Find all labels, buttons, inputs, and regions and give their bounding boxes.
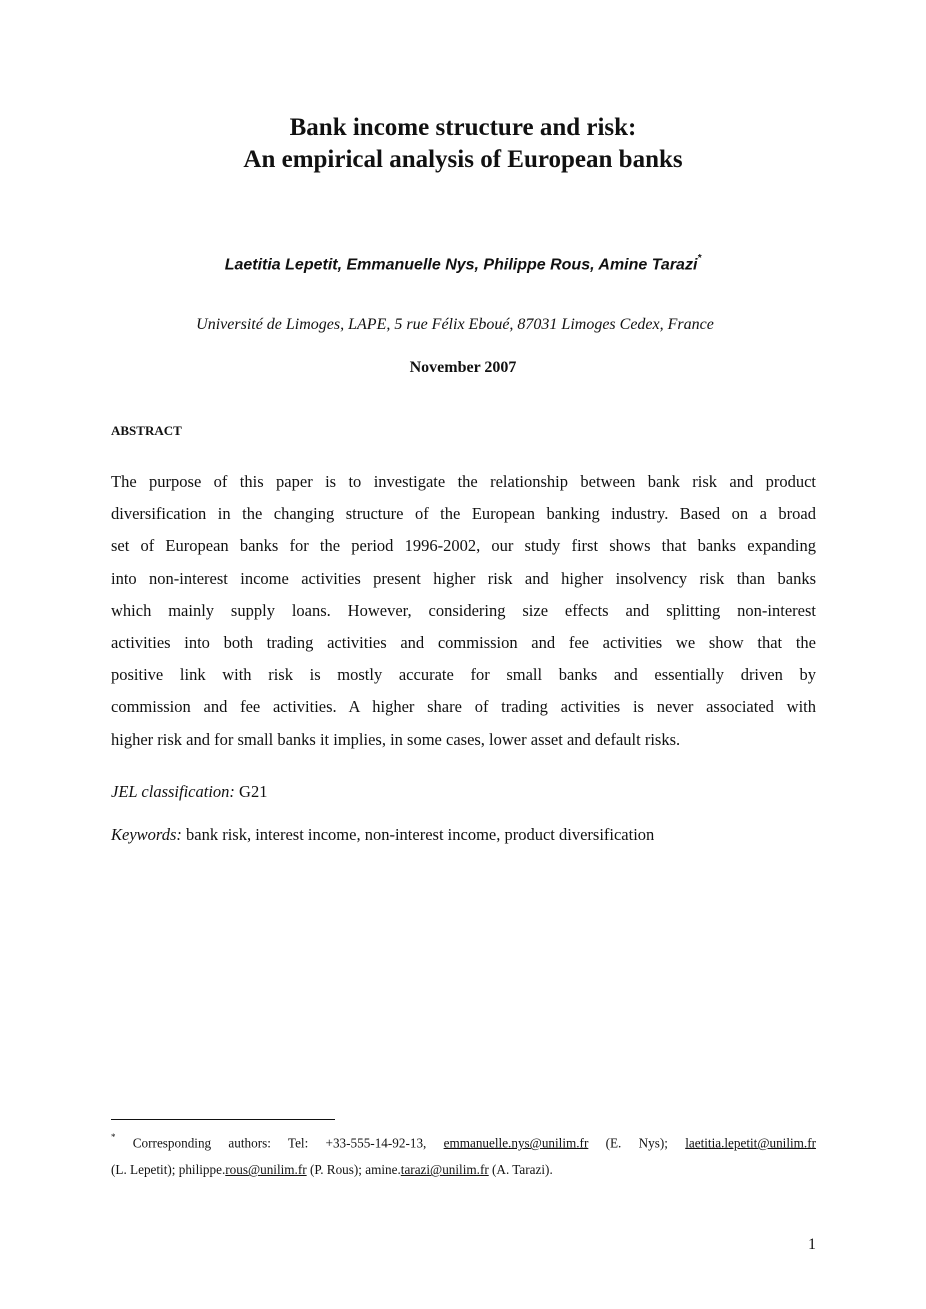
footnote-tarazi-name: (A. Tarazi). xyxy=(488,1162,553,1178)
jel-value: G21 xyxy=(234,782,268,801)
abstract-line: commission and fee activities. A higher share of trading activities is never associated with xyxy=(111,697,816,717)
affiliation: Université de Limoges, LAPE, 5 rue Félix Eboué, 87031 Limoges Cedex, France xyxy=(196,316,714,333)
footnote-intro: Corresponding authors: Tel: +33-555-14-92-13, xyxy=(115,1135,444,1151)
footnote-nys-name: (E. Nys); xyxy=(588,1135,686,1151)
email-link-lepetit[interactable]: laetitia.lepetit@unilim.fr xyxy=(685,1135,816,1151)
jel-label: JEL classification: xyxy=(111,782,235,801)
abstract-line: which mainly supply loans. However, considering size effects and splitting non-interest xyxy=(111,600,816,620)
author-names: Laetitia Lepetit, Emmanuelle Nys, Philippe Rous, Amine Tarazi xyxy=(224,256,698,274)
footnote-lepetit-name: (L. Lepetit); philippe. xyxy=(111,1162,226,1178)
footnote-line-2 xyxy=(111,1156,816,1183)
page-number: 1 xyxy=(808,1236,816,1253)
abstract-line: into non-interest income activities present higher risk and higher insolvency risk than banks xyxy=(111,568,816,588)
abstract-line: The purpose of this paper is to investigate the relationship between bank risk and product xyxy=(111,472,816,491)
abstract-line: set of European banks for the period 1996-2002, our study first shows that banks expanding xyxy=(111,536,816,556)
footnote-rous-name: (P. Rous); amine. xyxy=(306,1162,401,1178)
publication-date: November 2007 xyxy=(409,359,517,376)
footnote-divider xyxy=(111,1119,335,1120)
title-line-1: Bank income structure and risk: xyxy=(289,114,637,141)
abstract-line: positive link with risk is mostly accurate for small banks and essentially driven by xyxy=(111,665,816,685)
abstract-line: diversification in the changing structure of the European banking industry. Based on a broad xyxy=(111,504,816,524)
footnote-line-1 xyxy=(111,1126,816,1156)
footnote-marker: * xyxy=(111,1132,116,1142)
paper-title xyxy=(0,112,926,176)
author-list xyxy=(0,250,926,276)
title-line-2: An empirical analysis of European banks xyxy=(243,146,683,173)
abstract-line: activities into both trading activities and commission and fee activities we show that the xyxy=(111,633,816,653)
abstract-heading: ABSTRACT xyxy=(111,423,182,438)
email-link-nys[interactable]: emmanuelle.nys@unilim.fr xyxy=(443,1135,589,1151)
abstract-line: higher risk and for small banks it implies, in some cases, lower asset and default risks. xyxy=(111,729,681,749)
keywords-value: bank risk, interest income, non-interest income, product diversification xyxy=(181,825,655,844)
keywords xyxy=(111,824,654,846)
keywords-label: Keywords: xyxy=(111,825,182,844)
abstract-body xyxy=(111,466,816,756)
footnote xyxy=(111,1126,816,1183)
author-footnote-marker: * xyxy=(697,253,702,264)
jel-classification xyxy=(111,781,267,803)
email-link-rous[interactable]: rous@unilim.fr xyxy=(225,1162,307,1178)
email-link-tarazi[interactable]: tarazi@unilim.fr xyxy=(400,1162,489,1178)
